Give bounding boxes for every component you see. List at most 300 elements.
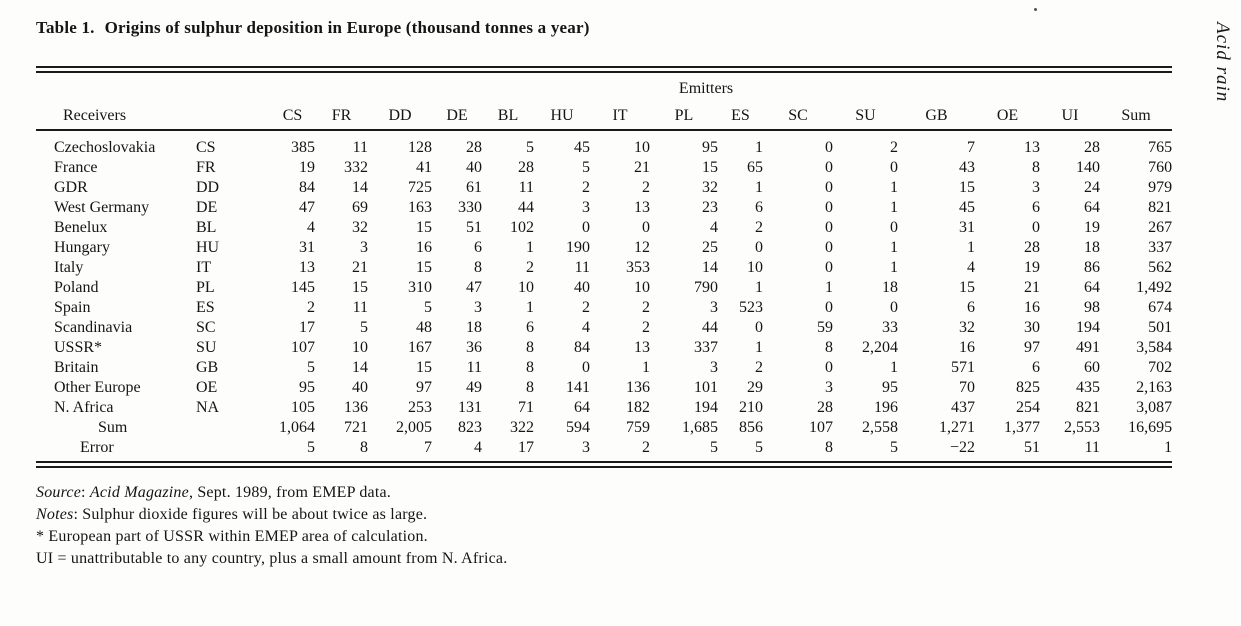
value-cell: 25 <box>702 239 718 256</box>
value-cell: 69 <box>352 199 368 216</box>
value-cell: 1 <box>890 179 898 196</box>
value-cell: 790 <box>694 279 718 296</box>
table-row <box>36 218 1172 238</box>
code-column-header <box>196 98 270 130</box>
column-header-fr: FR <box>315 98 368 130</box>
value-cell: 825 <box>1016 379 1040 396</box>
value-cell: 1 <box>825 279 833 296</box>
value-cell: 84 <box>299 179 315 196</box>
value-cell: 29 <box>747 379 763 396</box>
value-cell: 28 <box>1024 239 1040 256</box>
table-row <box>36 278 1172 298</box>
value-cell: 145 <box>291 279 315 296</box>
receiver-name: GDR <box>54 179 88 196</box>
value-cell: 322 <box>510 419 534 436</box>
value-cell: 30 <box>1024 319 1040 336</box>
value-cell: 28 <box>817 399 833 416</box>
value-cell: 16 <box>416 239 432 256</box>
value-cell: 8 <box>526 379 534 396</box>
value-cell: 823 <box>458 419 482 436</box>
receiver-code <box>196 438 270 458</box>
value-cell: 10 <box>634 139 650 156</box>
table-row <box>36 398 1172 418</box>
footnote-line <box>36 504 507 526</box>
value-cell: 1 <box>890 259 898 276</box>
value-cell: 1 <box>526 299 534 316</box>
value-cell: 562 <box>1148 259 1173 276</box>
value-cell: 5 <box>307 359 315 376</box>
value-cell: 14 <box>352 359 368 376</box>
value-cell: 2 <box>642 179 650 196</box>
value-cell: 0 <box>642 219 650 236</box>
receiver-code: GB <box>196 359 219 376</box>
receiver-code: BL <box>196 219 217 236</box>
value-cell: 0 <box>755 319 763 336</box>
value-cell: 21 <box>1024 279 1040 296</box>
value-cell: 1,064 <box>279 419 315 436</box>
value-cell: 2 <box>582 179 590 196</box>
value-cell: 64 <box>1084 199 1100 216</box>
value-cell: 856 <box>739 419 763 436</box>
value-cell: 725 <box>408 179 432 196</box>
value-cell: 32 <box>702 179 718 196</box>
value-cell: 15 <box>959 179 975 196</box>
value-cell: 19 <box>299 159 315 176</box>
value-cell: 760 <box>1148 159 1173 176</box>
value-cell: 0 <box>582 359 590 376</box>
value-cell: 163 <box>408 199 432 216</box>
value-cell: 3 <box>710 299 718 316</box>
value-cell: 128 <box>408 139 432 156</box>
value-cell: 107 <box>809 419 833 436</box>
value-cell: 2 <box>755 359 763 376</box>
footnote-line <box>36 548 507 570</box>
value-cell: 5 <box>360 319 368 336</box>
value-cell: 0 <box>890 159 898 176</box>
value-cell: 11 <box>466 359 482 376</box>
receiver-code: DE <box>196 199 218 216</box>
value-cell: 6 <box>526 319 534 336</box>
value-cell: 140 <box>1076 159 1100 176</box>
value-cell: 12 <box>634 239 650 256</box>
table-row <box>36 358 1172 378</box>
table-row <box>36 418 1172 438</box>
value-cell: 337 <box>1148 239 1173 256</box>
value-cell: 15 <box>352 279 368 296</box>
column-header-dd: DD <box>368 98 432 130</box>
value-cell: 33 <box>882 319 898 336</box>
value-cell: 11 <box>1084 439 1100 456</box>
value-cell: 8 <box>825 339 833 356</box>
receiver-code: IT <box>196 259 212 276</box>
value-cell: 8 <box>474 259 482 276</box>
receiver-name: Sum <box>98 419 128 436</box>
value-cell: 0 <box>825 299 833 316</box>
value-cell: 5 <box>307 439 315 456</box>
column-header-it: IT <box>590 98 650 130</box>
table-row <box>36 258 1172 278</box>
running-head-acid-rain: Acid rain <box>1212 22 1233 103</box>
value-cell: 14 <box>702 259 718 276</box>
table-title-text: Origins of sulphur deposition in Europe (thousand tonnes a year) <box>104 18 590 37</box>
column-header-gb: GB <box>898 98 975 130</box>
column-headers-row <box>36 98 1172 130</box>
value-cell: 98 <box>1084 299 1100 316</box>
receiver-code: OE <box>196 379 218 396</box>
receiver-name: Benelux <box>54 219 108 236</box>
value-cell: 18 <box>882 279 898 296</box>
value-cell: 190 <box>566 239 590 256</box>
value-cell: 571 <box>951 359 975 376</box>
value-cell: 41 <box>416 159 432 176</box>
value-cell: 3 <box>582 199 590 216</box>
value-cell: 97 <box>416 379 432 396</box>
sulphur-deposition-matrix <box>36 73 1172 458</box>
value-cell: 107 <box>291 339 315 356</box>
emitters-header-row <box>36 73 1172 98</box>
value-cell: 48 <box>416 319 432 336</box>
value-cell: 2,204 <box>862 339 898 356</box>
value-cell: 2 <box>642 299 650 316</box>
value-cell: 0 <box>1032 219 1040 236</box>
value-cell: 2 <box>582 299 590 316</box>
value-cell: 18 <box>466 319 482 336</box>
value-cell: 45 <box>574 139 590 156</box>
value-cell: 2,558 <box>862 419 898 436</box>
value-cell: 267 <box>1148 219 1173 236</box>
value-cell: 44 <box>702 319 718 336</box>
table-row <box>36 338 1172 358</box>
value-cell: 332 <box>344 159 368 176</box>
value-cell: 28 <box>518 159 534 176</box>
column-header-ui: UI <box>1040 98 1100 130</box>
value-cell: 6 <box>755 199 763 216</box>
value-cell: 8 <box>526 359 534 376</box>
value-cell: 1 <box>890 359 898 376</box>
receiver-name: Scandinavia <box>54 319 133 336</box>
value-cell: 385 <box>291 139 315 156</box>
receiver-code: HU <box>196 239 220 256</box>
value-cell: 13 <box>634 339 650 356</box>
value-cell: 254 <box>1016 399 1040 416</box>
receiver-name: USSR* <box>54 339 103 356</box>
value-cell: 141 <box>566 379 590 396</box>
value-cell: 97 <box>1024 339 1040 356</box>
value-cell: 11 <box>518 179 534 196</box>
value-cell: 131 <box>458 399 482 416</box>
value-cell: 49 <box>466 379 482 396</box>
value-cell: 0 <box>890 299 898 316</box>
value-cell: 7 <box>424 439 432 456</box>
value-cell: 10 <box>634 279 650 296</box>
value-cell: 136 <box>626 379 650 396</box>
footnote-text-segment: * European part of USSR within EMEP area of calculation. <box>36 528 428 545</box>
value-cell: 101 <box>694 379 718 396</box>
receiver-name: Other Europe <box>54 379 141 396</box>
receiver-name: Error <box>80 439 114 456</box>
footnote-italic-segment: Acid Magazine <box>89 484 189 501</box>
value-cell: 2,553 <box>1064 419 1100 436</box>
value-cell: 0 <box>825 239 833 256</box>
column-header-su: SU <box>833 98 898 130</box>
value-cell: 105 <box>291 399 315 416</box>
value-cell: 6 <box>1032 359 1040 376</box>
value-cell: 24 <box>1084 179 1100 196</box>
table-row <box>36 438 1172 458</box>
value-cell: 2 <box>526 259 534 276</box>
column-header-sc: SC <box>763 98 833 130</box>
receiver-code: FR <box>196 159 216 176</box>
value-cell: 0 <box>582 219 590 236</box>
value-cell: 95 <box>882 379 898 396</box>
column-header-de: DE <box>432 98 482 130</box>
value-cell: 11 <box>352 139 368 156</box>
table-number-label: Table 1. <box>36 18 95 37</box>
value-cell: 3 <box>1032 179 1040 196</box>
table-row <box>36 378 1172 398</box>
value-cell: 10 <box>518 279 534 296</box>
value-cell: 4 <box>710 219 718 236</box>
receiver-name: Britain <box>54 359 99 376</box>
value-cell: 1 <box>890 239 898 256</box>
value-cell: 17 <box>299 319 315 336</box>
value-cell: 59 <box>817 319 833 336</box>
receiver-name: Czechoslovakia <box>54 139 156 156</box>
value-cell: 1,377 <box>1004 419 1040 436</box>
scan-artifact-dot <box>1034 8 1037 11</box>
value-cell: 1,492 <box>1136 279 1173 296</box>
value-cell: 8 <box>526 339 534 356</box>
value-cell: 18 <box>1084 239 1100 256</box>
footnote-text-segment: , Sept. 1989, from EMEP data. <box>188 484 392 501</box>
value-cell: 86 <box>1084 259 1100 276</box>
value-cell: 21 <box>352 259 368 276</box>
value-cell: 14 <box>352 179 368 196</box>
value-cell: 2 <box>890 139 898 156</box>
value-cell: 5 <box>424 299 432 316</box>
table-row <box>36 158 1172 178</box>
value-cell: 167 <box>408 339 432 356</box>
value-cell: 2 <box>642 439 650 456</box>
column-header-cs: CS <box>270 98 315 130</box>
value-cell: 2,163 <box>1136 379 1173 396</box>
table-row <box>36 238 1172 258</box>
footnote-text-segment: UI = unattributable to any country, plus a small amount from N. Africa. <box>36 550 508 567</box>
value-cell: 1 <box>755 279 763 296</box>
table-row <box>36 298 1172 318</box>
value-cell: 5 <box>526 139 534 156</box>
value-cell: 765 <box>1148 139 1173 156</box>
value-cell: 8 <box>1032 159 1040 176</box>
value-cell: 102 <box>510 219 534 236</box>
value-cell: 0 <box>825 159 833 176</box>
value-cell: 51 <box>1024 439 1040 456</box>
value-cell: 11 <box>574 259 590 276</box>
value-cell: 0 <box>890 219 898 236</box>
table-row <box>36 130 1172 158</box>
value-cell: 32 <box>959 319 975 336</box>
value-cell: 31 <box>959 219 975 236</box>
value-cell: 84 <box>574 339 590 356</box>
value-cell: 40 <box>352 379 368 396</box>
value-cell: 8 <box>360 439 368 456</box>
value-cell: 2 <box>307 299 315 316</box>
value-cell: 0 <box>825 219 833 236</box>
value-cell: 13 <box>299 259 315 276</box>
value-cell: 16 <box>959 339 975 356</box>
receiver-code: NA <box>196 399 220 416</box>
value-cell: 3 <box>710 359 718 376</box>
value-cell: 3 <box>825 379 833 396</box>
value-cell: 330 <box>458 199 482 216</box>
value-cell: 60 <box>1084 359 1100 376</box>
value-cell: 7 <box>967 139 975 156</box>
value-cell: 15 <box>416 259 432 276</box>
receiver-name: West Germany <box>54 199 150 216</box>
table-row <box>36 318 1172 338</box>
value-cell: 11 <box>352 299 368 316</box>
value-cell: 182 <box>626 399 650 416</box>
value-cell: 4 <box>582 319 590 336</box>
value-cell: 1 <box>755 339 763 356</box>
value-cell: 523 <box>739 299 763 316</box>
receiver-code: CS <box>196 139 216 156</box>
value-cell: 10 <box>747 259 763 276</box>
value-cell: 501 <box>1148 319 1173 336</box>
top-double-rule <box>36 66 1172 73</box>
table-row <box>36 198 1172 218</box>
value-cell: 28 <box>466 139 482 156</box>
value-cell: 594 <box>566 419 590 436</box>
value-cell: 435 <box>1076 379 1100 396</box>
receiver-name: Hungary <box>54 239 110 256</box>
value-cell: 19 <box>1024 259 1040 276</box>
value-cell: 47 <box>466 279 482 296</box>
value-cell: 32 <box>352 219 368 236</box>
value-cell: 5 <box>755 439 763 456</box>
value-cell: 437 <box>951 399 975 416</box>
value-cell: 1 <box>755 179 763 196</box>
value-cell: 0 <box>825 199 833 216</box>
value-cell: 674 <box>1148 299 1173 316</box>
value-cell: 13 <box>1024 139 1040 156</box>
value-cell: 821 <box>1076 399 1100 416</box>
value-cell: 1,271 <box>939 419 975 436</box>
value-cell: 8 <box>825 439 833 456</box>
receiver-code: DD <box>196 179 220 196</box>
footnote-line <box>36 526 507 548</box>
value-cell: 6 <box>474 239 482 256</box>
value-cell: 16,695 <box>1128 419 1173 436</box>
bottom-double-rule <box>36 461 1172 468</box>
table-row <box>36 178 1172 198</box>
value-cell: 310 <box>408 279 432 296</box>
value-cell: 43 <box>959 159 975 176</box>
value-cell: −22 <box>949 439 975 456</box>
column-header-pl: PL <box>650 98 718 130</box>
value-cell: 2 <box>755 219 763 236</box>
emitters-group-label: Emitters <box>678 80 734 97</box>
receivers-header: Receivers <box>36 98 196 130</box>
value-cell: 337 <box>694 339 718 356</box>
value-cell: 10 <box>352 339 368 356</box>
value-cell: 16 <box>1024 299 1040 316</box>
value-cell: 210 <box>739 399 763 416</box>
value-cell: 31 <box>299 239 315 256</box>
value-cell: 721 <box>344 419 368 436</box>
value-cell: 4 <box>474 439 482 456</box>
value-cell: 0 <box>755 239 763 256</box>
value-cell: 0 <box>825 259 833 276</box>
value-cell: 3,584 <box>1136 339 1173 356</box>
value-cell: 47 <box>299 199 315 216</box>
column-header-es: ES <box>718 98 763 130</box>
receiver-name: N. Africa <box>54 399 114 416</box>
value-cell: 979 <box>1148 179 1173 196</box>
footnote-italic-segment: Source <box>36 484 82 501</box>
column-header-hu: HU <box>534 98 590 130</box>
value-cell: 0 <box>825 179 833 196</box>
value-cell: 6 <box>967 299 975 316</box>
value-cell: 28 <box>1084 139 1100 156</box>
value-cell: 40 <box>466 159 482 176</box>
value-cell: 1,685 <box>682 419 718 436</box>
value-cell: 1 <box>967 239 975 256</box>
value-cell: 2,005 <box>396 419 432 436</box>
value-cell: 136 <box>344 399 368 416</box>
value-cell: 821 <box>1148 199 1173 216</box>
value-cell: 5 <box>710 439 718 456</box>
receiver-name: Poland <box>54 279 99 296</box>
value-cell: 19 <box>1084 219 1100 236</box>
value-cell: 253 <box>408 399 432 416</box>
value-cell: 3,087 <box>1136 399 1173 416</box>
value-cell: 95 <box>702 139 718 156</box>
value-cell: 702 <box>1148 359 1173 376</box>
value-cell: 1 <box>890 199 898 216</box>
value-cell: 15 <box>959 279 975 296</box>
value-cell: 353 <box>626 259 650 276</box>
value-cell: 15 <box>702 159 718 176</box>
value-cell: 15 <box>416 219 432 236</box>
value-cell: 61 <box>466 179 482 196</box>
deposition-table <box>36 66 1172 468</box>
footnote-italic-segment: Notes <box>36 506 74 523</box>
footnote-line <box>36 482 507 504</box>
value-cell: 71 <box>518 399 534 416</box>
value-cell: 17 <box>518 439 534 456</box>
table-footnotes <box>36 482 507 570</box>
footnote-text-segment: : <box>81 484 90 501</box>
value-cell: 1 <box>755 139 763 156</box>
value-cell: 3 <box>474 299 482 316</box>
receiver-code: SC <box>196 319 216 336</box>
value-cell: 13 <box>634 199 650 216</box>
value-cell: 1 <box>526 239 534 256</box>
value-cell: 51 <box>466 219 482 236</box>
footnote-text-segment: : Sulphur dioxide figures will be about twice as large. <box>73 506 428 523</box>
table-title <box>36 18 590 38</box>
value-cell: 0 <box>825 139 833 156</box>
value-cell: 95 <box>299 379 315 396</box>
column-header-bl: BL <box>482 98 534 130</box>
value-cell: 21 <box>634 159 650 176</box>
column-header-sum: Sum <box>1100 98 1172 130</box>
receiver-code: SU <box>196 339 217 356</box>
receiver-name: Spain <box>54 299 91 316</box>
value-cell: 36 <box>466 339 482 356</box>
value-cell: 194 <box>694 399 718 416</box>
